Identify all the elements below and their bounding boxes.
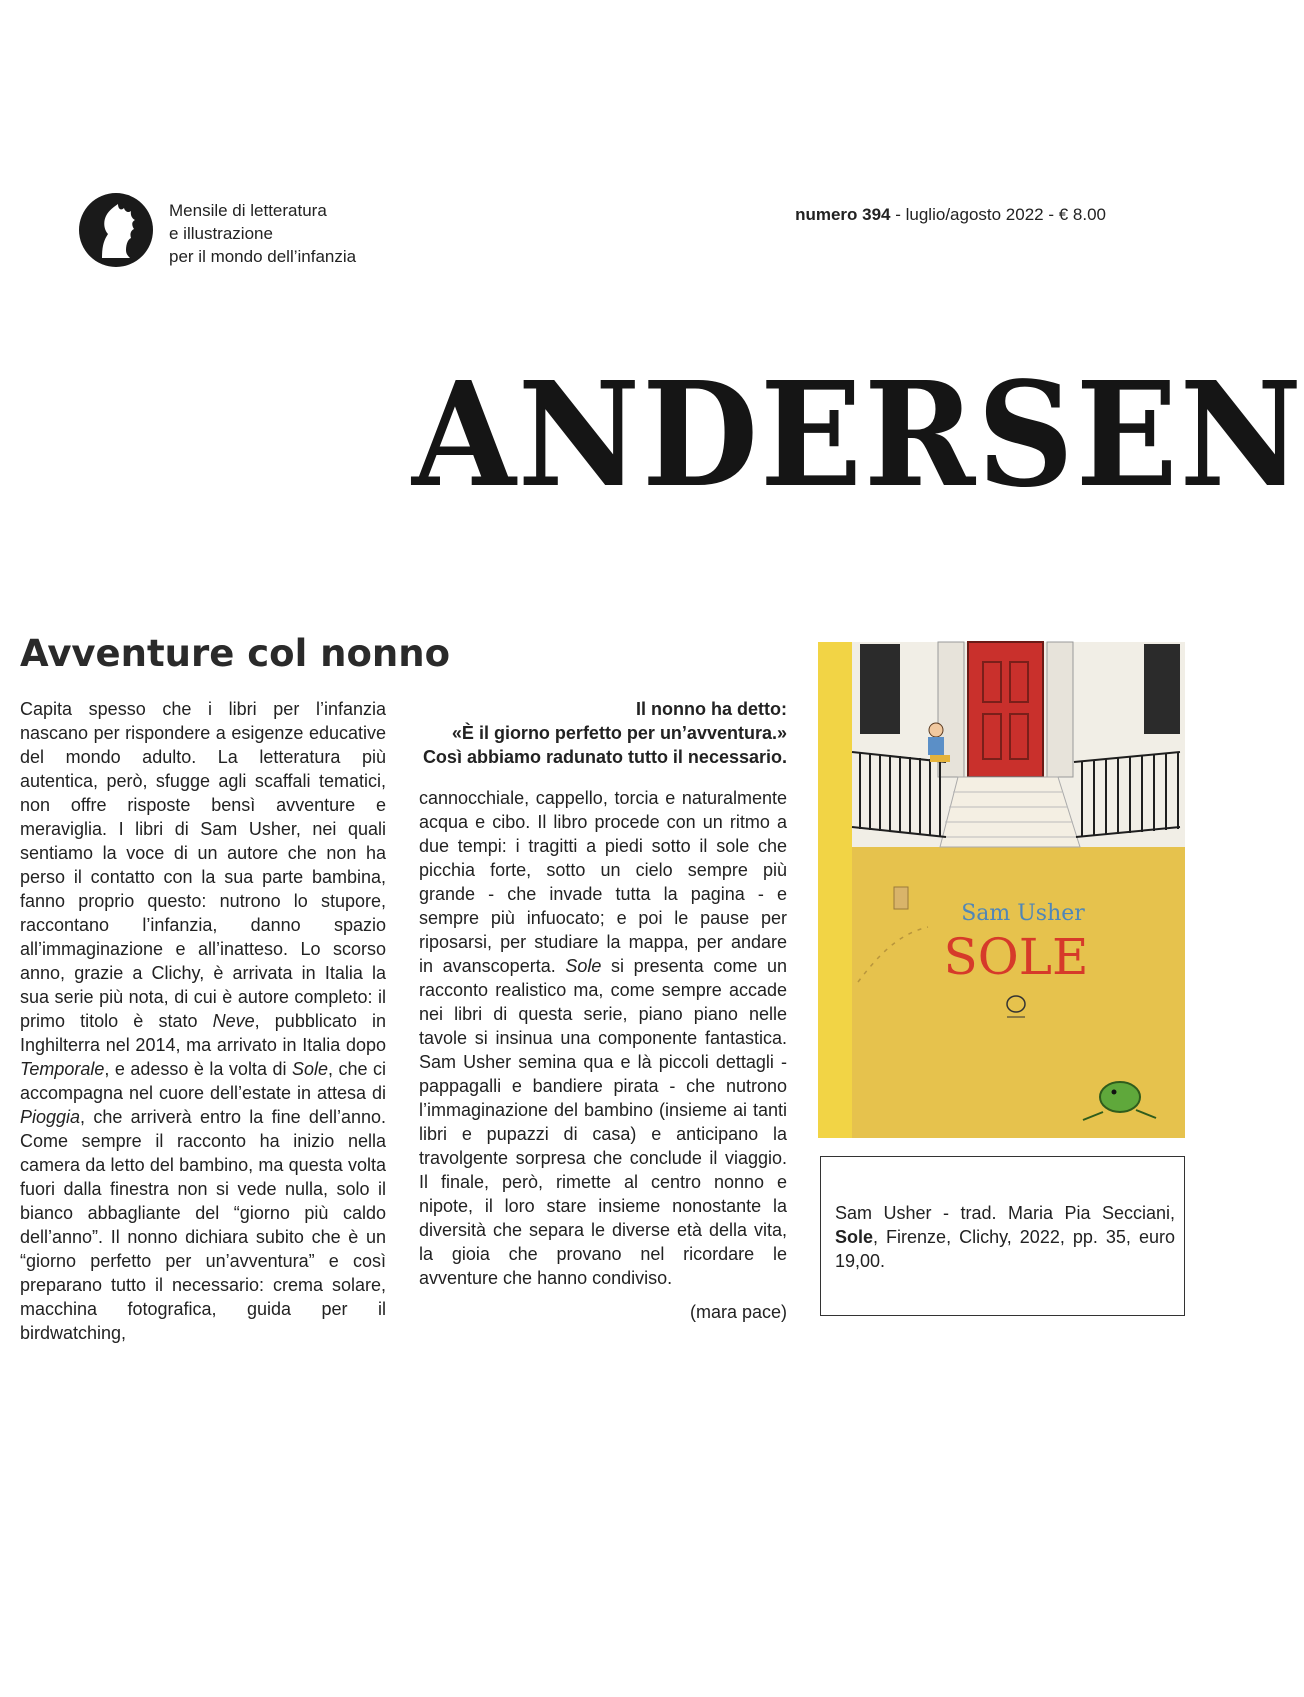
book-cover-image bbox=[818, 642, 1185, 1138]
book-title-sole-2: Sole bbox=[565, 956, 602, 976]
caption-publication-details: , Firenze, Clichy, 2022, pp. 35, euro 19,00. bbox=[835, 1227, 1175, 1271]
book-title-temporale: Temporale bbox=[20, 1059, 105, 1079]
issue-info bbox=[795, 205, 1106, 225]
article-column-2 bbox=[419, 786, 787, 1290]
masthead: ANDERSEN bbox=[412, 350, 1304, 519]
house-window-right bbox=[1144, 644, 1180, 734]
cover-author: Sam Usher bbox=[961, 901, 1085, 926]
cover-title: SOLE bbox=[943, 928, 1089, 986]
article-column-1 bbox=[20, 697, 386, 1345]
caption-title: Sole bbox=[835, 1227, 874, 1247]
book-title-neve: Neve bbox=[212, 1011, 255, 1031]
col1-text-5: , che arriverà entro la fine dell’anno. Come sempre il racconto ha inizio nella camera da letto del bambino, ma questa volta fuori dalla finestra non si vede nulla, solo il bianco abbagliante del “giorno più caldo dell’anno”. Il nonno dichiara subito che è un “giorno perfetto per un’avventura” e così preparano tutto il necessario: crema solare, macchina fotografica, guida per il birdwatching, bbox=[20, 1107, 386, 1343]
tagline-line-2: e illustrazione bbox=[169, 224, 273, 243]
issue-date-price: - luglio/agosto 2022 - € 8.00 bbox=[890, 205, 1106, 224]
col2-text-1: cannocchiale, cappello, torcia e naturalmente acqua e cibo. Il libro procede con un ritmo a due tempi: i tragitti a piedi sotto il sole che picchia forte, sotto un cielo sempre più grande - che invade tutta la pagina - e sempre più infuocato; e poi le pause per riposarsi, per studiare la mappa, per andare in avanscoperta. bbox=[419, 788, 787, 976]
sandcastle-icon bbox=[894, 887, 908, 909]
book-info-box bbox=[820, 1156, 1185, 1316]
andersen-logo-icon bbox=[78, 192, 154, 268]
book-title-sole: Sole bbox=[291, 1059, 328, 1079]
col1-text-2: , pubblicato in Inghilterra nel 2014, ma arrivato in Italia dopo bbox=[20, 1011, 387, 1055]
article-title: Avventure col nonno bbox=[20, 632, 451, 675]
tagline-line-1: Mensile di letteratura bbox=[169, 201, 327, 220]
pull-quote-line-1: Il nonno ha detto: bbox=[636, 699, 787, 719]
cover-spine bbox=[818, 642, 852, 1138]
pull-quote-line-3: Così abbiamo radunato tutto il necessario. bbox=[422, 747, 787, 767]
col1-text-4: , che ci accompagna nel cuore dell’estate in attesa di bbox=[20, 1059, 386, 1103]
magazine-tagline bbox=[169, 199, 356, 268]
caption-author-translator: Sam Usher - trad. Maria Pia Secciani, bbox=[835, 1203, 1175, 1223]
red-door bbox=[968, 642, 1043, 777]
col2-text-2: si presenta come un racconto realistico ma, come sempre accade nei libri di questa serie, piano piano nelle tavole si insinua una componente fantastica. Sam Usher semina qua e là piccoli dettagli - pappagalli e bandiere pirata - che nutrono l’immaginazione del bambino (insieme ai tanti libri e pupazzi di casa) e anticipano la travolgente sorpresa che conclude il viaggio. Il finale, però, rimette al centro nonno e nipote, il loro stare insieme nonostante la diversità che separa le diverse età della vita, la gioia che provano nel ricordare le avventure che hanno condiviso. bbox=[419, 956, 787, 1288]
issue-number: numero 394 bbox=[795, 205, 891, 224]
author-signature: (mara pace) bbox=[689, 1302, 787, 1322]
col1-text-1: Capita spesso che i libri per l’infanzia nascano per rispondere a esigenze educative del mondo adulto. La letteratura più autentica, però, sfugge agli scaffali tematici, non offre risposte bensì avventure e meraviglia. I libri di Sam Usher, nei quali sentiamo la voce di un autore che non ha perso il contatto con la sua parte bambina, fanno proprio questo: nutrono lo stupore, raccontano l’infanzia, danno spazio all’immaginazione e all’inatteso. Lo scorso anno, grazie a Clichy, è arrivata in Italia la sua serie più nota, di cui è autore completo: il primo titolo è stato bbox=[20, 699, 386, 1031]
tagline-line-3: per il mondo dell’infanzia bbox=[169, 247, 357, 266]
pull-quote bbox=[419, 697, 787, 769]
book-title-pioggia: Pioggia bbox=[20, 1107, 81, 1127]
house-window-left bbox=[860, 644, 900, 734]
book-info-caption bbox=[835, 1201, 1175, 1273]
col1-text-3: , e adesso è la volta di bbox=[104, 1059, 292, 1079]
pull-quote-line-2: «È il giorno perfetto per un’avventura.» bbox=[451, 723, 787, 743]
